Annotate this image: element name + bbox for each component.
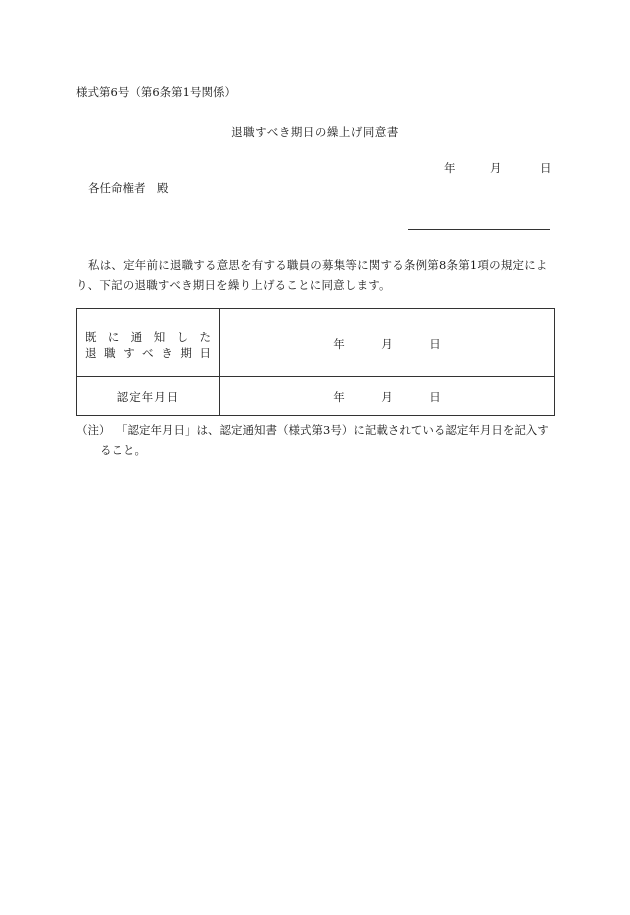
notified-label-line1: 既に通知した: [85, 330, 211, 344]
signature-line: [408, 229, 550, 230]
approval-date-label: 認定年月日: [116, 390, 180, 404]
table-row-notified-date: [77, 309, 554, 377]
date-year-label: 年: [444, 161, 456, 175]
document-title: 退職すべき期日の繰上げ同意書: [231, 125, 399, 139]
footnote-text: 「認定年月日」は、認定通知書（様式第3号）に記載されている認定年月日を記入す: [116, 423, 549, 437]
footnote-line1: [76, 420, 556, 440]
notified-label-line2: 退職すべき期日: [85, 346, 211, 360]
approval-date-fields: [220, 389, 554, 405]
notified-date-fields: [220, 336, 554, 352]
footnote-continuation: ること。: [100, 443, 146, 457]
day-label: 日: [429, 337, 441, 351]
addressee: 各任命権者 殿: [88, 181, 169, 195]
month-label: 月: [381, 337, 393, 351]
consent-paragraph: 私は、定年前に退職する意思を有する職員の募集等に関する条例第8条第1項の規定により、下記の退職すべき期日を繰り上げることに同意します。: [76, 258, 548, 292]
table-label-cell: [77, 376, 220, 415]
year-label: 年: [333, 337, 345, 351]
day-label: 日: [429, 390, 441, 404]
year-label: 年: [333, 390, 345, 404]
date-month-label: 月: [490, 161, 502, 175]
table-label-cell: [77, 309, 220, 376]
footnote: [76, 420, 556, 460]
table-value-cell: [220, 309, 554, 376]
table-row-approval-date: [77, 376, 554, 415]
date-table: [76, 308, 555, 416]
date-line: [444, 160, 552, 176]
form-number: 様式第6号（第6条第1号関係）: [76, 85, 236, 99]
table-value-cell: [220, 376, 554, 415]
month-label: 月: [381, 390, 393, 404]
footnote-label: （注）: [76, 423, 111, 437]
date-day-label: 日: [540, 161, 552, 175]
consent-body: [76, 255, 556, 295]
